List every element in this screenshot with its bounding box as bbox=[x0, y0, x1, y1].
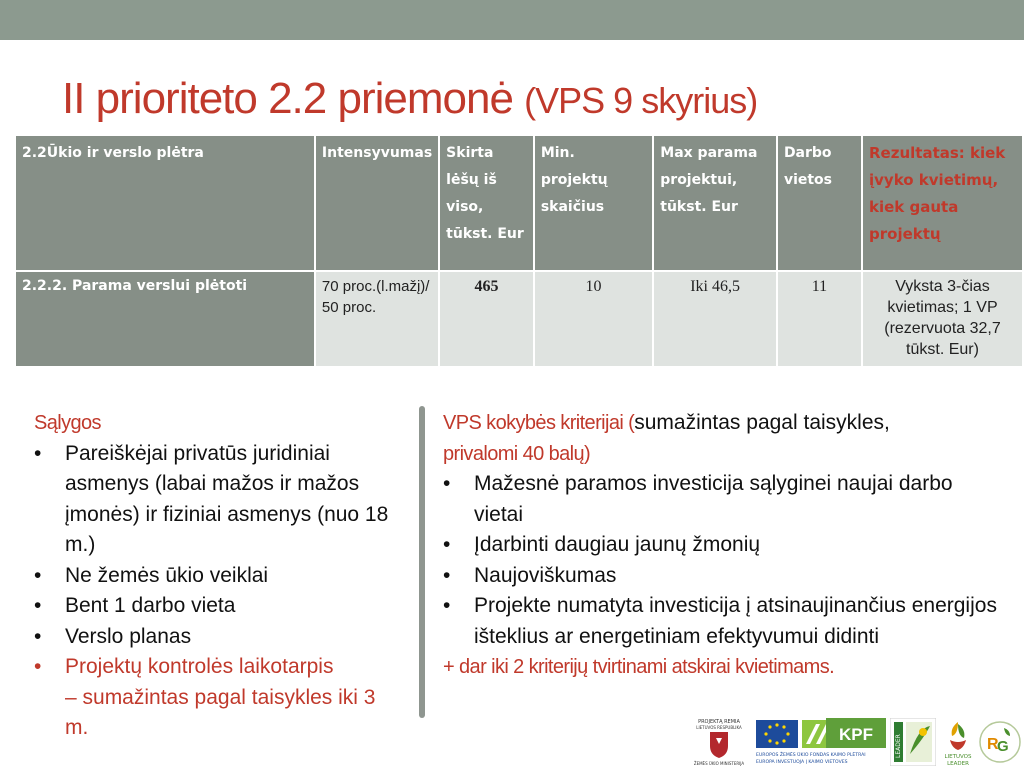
conditions-column bbox=[34, 408, 394, 744]
rvg-logo bbox=[978, 718, 1022, 770]
list-item: • Verslo planas bbox=[34, 622, 394, 653]
eu-fund-text-1: EUROPOS ŽEMĖS ŪKIO FONDAS KAIMO PLĖTRAI bbox=[756, 753, 866, 758]
control-period-rest: – sumažintas pagal taisykles iki 3 m. bbox=[65, 685, 376, 739]
header-cell-min-projects: Min. projektų skaičius bbox=[534, 135, 653, 271]
header-cell-jobs: Darbo vietos bbox=[777, 135, 862, 271]
conditions-list bbox=[34, 439, 394, 744]
list-item: • Įdarbinti daugiau jaunų žmonių bbox=[443, 530, 999, 561]
cell-max-support: Iki 46,5 bbox=[653, 271, 777, 367]
ministry-logo bbox=[688, 716, 750, 768]
list-item: • Naujoviškumas bbox=[443, 561, 999, 592]
measure-table bbox=[14, 134, 1024, 368]
list-item: • Mažesnė paramos investicija sąlyginei naujai darbo vietai bbox=[443, 469, 999, 530]
list-item: • Pareiškėjai privatūs juridiniai asmenys (labai mažos ir mažos įmonės) ir fiziniai asmenys (nuo 18 m.) bbox=[34, 439, 394, 561]
slide-title bbox=[62, 74, 757, 124]
header-cell-intensity: Intensyvumas bbox=[315, 135, 439, 271]
svg-text:LEADER: LEADER bbox=[947, 761, 969, 766]
svg-text:LIETUVOS RESPUBLIKA: LIETUVOS RESPUBLIKA bbox=[696, 725, 742, 730]
criteria-column bbox=[443, 408, 999, 683]
leader-logo bbox=[890, 718, 936, 770]
list-item: • Ne žemės ūkio veiklai bbox=[34, 561, 394, 592]
criteria-heading: VPS kokybės kriterijai (sumažintas pagal taisykles, privalomi 40 balų) bbox=[443, 411, 890, 465]
title-subtitle: (VPS 9 skyrius) bbox=[524, 80, 758, 121]
cell-measure-name: 2.2.2. Parama verslui plėtoti bbox=[15, 271, 315, 367]
list-item: • Projekte numatyta investicija į atsinaujinančius energijos išteklius ar energetiniam efektyvumui didinti bbox=[443, 591, 999, 652]
cell-jobs: 11 bbox=[777, 271, 862, 367]
title-main: II prioriteto 2.2 priemonė bbox=[62, 74, 513, 123]
svg-text:R: R bbox=[987, 736, 999, 753]
header-cell-max-support: Max parama projektui, tūkst. Eur bbox=[653, 135, 777, 271]
kpf-logo bbox=[826, 718, 886, 770]
control-period-label: Projektų kontrolės laikotarpis bbox=[65, 655, 334, 678]
lithuanian-leader-logo bbox=[940, 718, 976, 770]
table-header-row bbox=[15, 135, 1023, 271]
cell-funds: 465 bbox=[439, 271, 534, 367]
list-item: • Bent 1 darbo vieta bbox=[34, 591, 394, 622]
column-divider bbox=[419, 406, 425, 718]
svg-text:LIETUVOS: LIETUVOS bbox=[944, 754, 972, 760]
cell-result: Vyksta 3-čias kvietimas; 1 VP (rezervuota 32,7 tūkst. Eur) bbox=[862, 271, 1023, 367]
svg-text:LEADER: LEADER bbox=[895, 734, 902, 758]
svg-text:PROJEKTĄ REMIA: PROJEKTĄ REMIA bbox=[698, 719, 740, 725]
svg-text:ŽEMĖS ŪKIO MINISTERIJA: ŽEMĖS ŪKIO MINISTERIJA bbox=[693, 761, 745, 766]
header-cell-measure: 2.2Ūkio ir verslo plėtra bbox=[15, 135, 315, 271]
header-cell-funds: Skirta lėšų iš viso, tūkst. Eur bbox=[439, 135, 534, 271]
conditions-heading: Sąlygos bbox=[34, 412, 101, 434]
criteria-list bbox=[443, 469, 999, 652]
header-cell-result: Rezultatas: kiek įvyko kvietimų, kiek gauta projektų bbox=[862, 135, 1023, 271]
svg-text:KPF: KPF bbox=[839, 725, 873, 744]
top-bar bbox=[0, 0, 1024, 40]
criteria-footer: + dar iki 2 kriterijų tvirtinami atskirai kvietimams. bbox=[443, 656, 835, 678]
cell-min-projects: 10 bbox=[534, 271, 653, 367]
cell-intensity: 70 proc.(l.mažį)/ 50 proc. bbox=[315, 271, 439, 367]
table-row bbox=[15, 271, 1023, 367]
list-item bbox=[34, 652, 394, 744]
eu-fund-text-2: EUROPA INVESTUOJA Į KAIMO VIETOVES bbox=[756, 760, 848, 765]
svg-text:G: G bbox=[997, 738, 1009, 755]
